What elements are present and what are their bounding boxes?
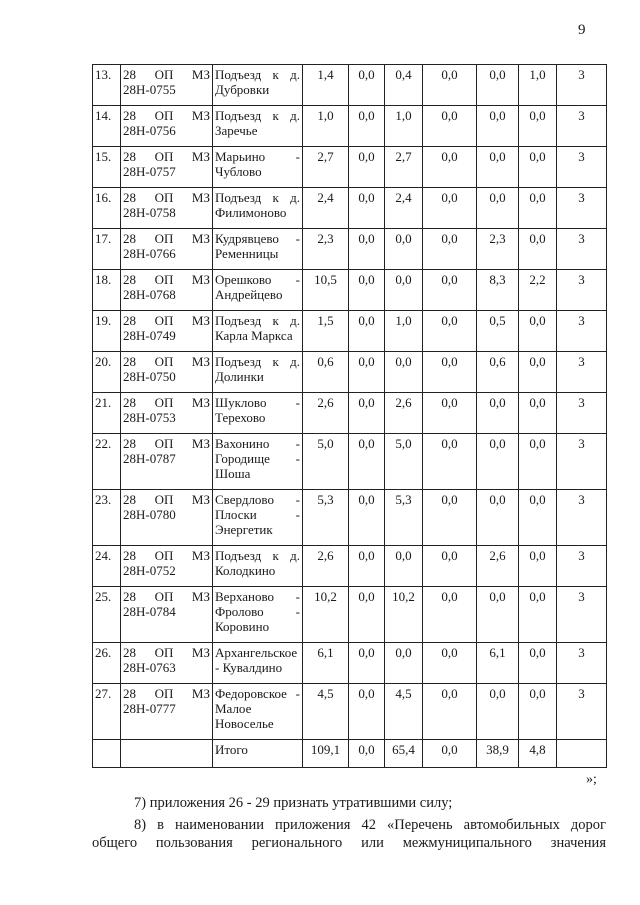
- road-code-class: [123, 548, 210, 563]
- total-value-v3: 65,4: [385, 740, 423, 768]
- value-cell-v3: 2,7: [385, 147, 423, 188]
- value-cell-v5: 0,0: [477, 490, 519, 546]
- value-cell-v4: 0,0: [423, 587, 477, 643]
- road-code-cell: [121, 587, 213, 643]
- value-cell-v6: 0,0: [519, 147, 557, 188]
- road-code-class: [123, 492, 210, 507]
- value-cell-v6: 0,0: [519, 188, 557, 229]
- road-code-part: ОП: [154, 645, 174, 660]
- road-code-part: 28: [123, 354, 136, 369]
- total-value-v5: 38,9: [477, 740, 519, 768]
- value-cell-v5: 8,3: [477, 270, 519, 311]
- road-code-number: 28Н-0768: [123, 287, 176, 302]
- table-row: [93, 393, 607, 434]
- road-code-part: ОП: [154, 272, 174, 287]
- road-code-class: [123, 149, 210, 164]
- road-code-part: ОП: [154, 354, 174, 369]
- value-cell-v2: 0,0: [349, 490, 385, 546]
- row-number: 26.: [93, 643, 121, 684]
- table-row: [93, 65, 607, 106]
- value-cell-v7: 3: [557, 643, 607, 684]
- road-code-cell: [121, 229, 213, 270]
- value-cell-v2: 0,0: [349, 546, 385, 587]
- value-cell-v7: 3: [557, 684, 607, 740]
- total-value-v1: 109,1: [303, 740, 349, 768]
- value-cell-v3: 4,5: [385, 684, 423, 740]
- road-code-part: 28: [123, 436, 136, 451]
- road-code-class: [123, 436, 210, 451]
- road-name: Подъезд к д. Карла Маркса: [213, 311, 303, 352]
- table-body: [93, 65, 607, 768]
- table-row: [93, 587, 607, 643]
- road-code-class: [123, 108, 210, 123]
- road-code-part: МЗ: [191, 313, 210, 328]
- value-cell-v2: 0,0: [349, 147, 385, 188]
- value-cell-v6: 0,0: [519, 393, 557, 434]
- value-cell-v6: 0,0: [519, 546, 557, 587]
- value-cell-v4: 0,0: [423, 352, 477, 393]
- road-code-part: 28: [123, 313, 136, 328]
- value-cell-v7: 3: [557, 546, 607, 587]
- road-name: Кудрявцево - Ременницы: [213, 229, 303, 270]
- road-code-number: 28Н-0787: [123, 451, 176, 466]
- value-cell-v1: 4,5: [303, 684, 349, 740]
- value-cell-v7: 3: [557, 188, 607, 229]
- value-cell-v5: 0,0: [477, 684, 519, 740]
- road-code-number: 28Н-0766: [123, 246, 176, 261]
- value-cell-v4: 0,0: [423, 684, 477, 740]
- value-cell-v1: 5,0: [303, 434, 349, 490]
- value-cell-v3: 5,3: [385, 490, 423, 546]
- road-code-class: [123, 645, 210, 660]
- value-cell-v5: 0,0: [477, 188, 519, 229]
- road-code-part: 28: [123, 645, 136, 660]
- value-cell-v4: 0,0: [423, 229, 477, 270]
- value-cell-v5: 0,0: [477, 434, 519, 490]
- road-code-part: МЗ: [191, 436, 210, 451]
- road-name: Федоровское - Малое Новоселье: [213, 684, 303, 740]
- road-code-part: 28: [123, 589, 136, 604]
- value-cell-v7: 3: [557, 229, 607, 270]
- value-cell-v2: 0,0: [349, 270, 385, 311]
- road-code-cell: [121, 65, 213, 106]
- road-code-class: [123, 231, 210, 246]
- value-cell-v3: 2,4: [385, 188, 423, 229]
- value-cell-v1: 1,5: [303, 311, 349, 352]
- value-cell-v1: 0,6: [303, 352, 349, 393]
- road-code-part: ОП: [154, 190, 174, 205]
- roads-table: [92, 64, 607, 768]
- value-cell-v2: 0,0: [349, 684, 385, 740]
- road-code-part: 28: [123, 108, 136, 123]
- value-cell-v5: 0,0: [477, 393, 519, 434]
- row-number: 14.: [93, 106, 121, 147]
- value-cell-v1: 2,3: [303, 229, 349, 270]
- road-name: Подъезд к д. Филимоново: [213, 188, 303, 229]
- value-cell-v3: 1,0: [385, 106, 423, 147]
- table-row: [93, 490, 607, 546]
- road-code-number: 28Н-0755: [123, 82, 176, 97]
- road-code-number: 28Н-0784: [123, 604, 176, 619]
- table-row: [93, 546, 607, 587]
- value-cell-v7: 3: [557, 270, 607, 311]
- road-code-part: ОП: [154, 313, 174, 328]
- value-cell-v6: 0,0: [519, 643, 557, 684]
- value-cell-v4: 0,0: [423, 270, 477, 311]
- value-cell-v5: 0,6: [477, 352, 519, 393]
- road-code-part: ОП: [154, 67, 174, 82]
- total-value-v6: 4,8: [519, 740, 557, 768]
- row-number: 20.: [93, 352, 121, 393]
- value-cell-v1: 2,4: [303, 188, 349, 229]
- road-code-part: ОП: [154, 686, 174, 701]
- row-number: 19.: [93, 311, 121, 352]
- road-code-part: ОП: [154, 395, 174, 410]
- road-code-part: МЗ: [191, 231, 210, 246]
- road-code-class: [123, 589, 210, 604]
- total-value-v2: 0,0: [349, 740, 385, 768]
- road-name: Верханово - Фролово - Коровино: [213, 587, 303, 643]
- value-cell-v2: 0,0: [349, 587, 385, 643]
- table-row: [93, 684, 607, 740]
- road-code-number: 28Н-0749: [123, 328, 176, 343]
- row-number: 18.: [93, 270, 121, 311]
- road-name: Подъезд к д. Дубровки: [213, 65, 303, 106]
- table-row: [93, 106, 607, 147]
- road-name: Свердлово - Плоски - Энергетик: [213, 490, 303, 546]
- road-code-number: 28Н-0757: [123, 164, 176, 179]
- value-cell-v2: 0,0: [349, 643, 385, 684]
- road-code-part: МЗ: [191, 589, 210, 604]
- table-row: [93, 229, 607, 270]
- road-name: Шуклово - Терехово: [213, 393, 303, 434]
- road-code-class: [123, 686, 210, 701]
- value-cell-v7: 3: [557, 147, 607, 188]
- value-cell-v6: 0,0: [519, 106, 557, 147]
- value-cell-v2: 0,0: [349, 188, 385, 229]
- row-number: 24.: [93, 546, 121, 587]
- road-code-part: МЗ: [191, 67, 210, 82]
- road-code-part: ОП: [154, 108, 174, 123]
- value-cell-v2: 0,0: [349, 65, 385, 106]
- road-code-cell: [121, 434, 213, 490]
- road-code-part: МЗ: [191, 190, 210, 205]
- road-code-class: [123, 313, 210, 328]
- road-code-cell: [121, 393, 213, 434]
- table-row: [93, 270, 607, 311]
- road-code-part: ОП: [154, 492, 174, 507]
- road-code-class: [123, 272, 210, 287]
- road-code-part: МЗ: [191, 645, 210, 660]
- road-code-part: МЗ: [191, 548, 210, 563]
- road-code-part: 28: [123, 395, 136, 410]
- road-code-part: 28: [123, 231, 136, 246]
- road-name: Орешково - Андрейцево: [213, 270, 303, 311]
- row-number: 22.: [93, 434, 121, 490]
- value-cell-v3: 5,0: [385, 434, 423, 490]
- value-cell-v4: 0,0: [423, 311, 477, 352]
- road-code-part: 28: [123, 272, 136, 287]
- value-cell-v1: 10,5: [303, 270, 349, 311]
- value-cell-v3: 0,0: [385, 270, 423, 311]
- value-cell-v6: 0,0: [519, 229, 557, 270]
- value-cell-v6: 0,0: [519, 587, 557, 643]
- value-cell-v6: 0,0: [519, 490, 557, 546]
- road-code-number: 28Н-0780: [123, 507, 176, 522]
- row-number: 23.: [93, 490, 121, 546]
- road-code-cell: [121, 546, 213, 587]
- value-cell-v2: 0,0: [349, 352, 385, 393]
- value-cell-v6: 0,0: [519, 352, 557, 393]
- road-code-cell: [121, 188, 213, 229]
- road-code-part: МЗ: [191, 492, 210, 507]
- value-cell-v1: 2,6: [303, 546, 349, 587]
- value-cell-v2: 0,0: [349, 106, 385, 147]
- paragraph-item-8-continued: общего пользования регионального или межмуниципального значения: [92, 835, 606, 851]
- road-code-part: ОП: [154, 548, 174, 563]
- road-code-class: [123, 67, 210, 82]
- table-row: [93, 643, 607, 684]
- value-cell-v7: 3: [557, 106, 607, 147]
- road-code-part: МЗ: [191, 149, 210, 164]
- total-label: Итого: [213, 740, 303, 768]
- row-number: 17.: [93, 229, 121, 270]
- road-code-cell: [121, 490, 213, 546]
- road-code-class: [123, 354, 210, 369]
- value-cell-v3: 0,0: [385, 546, 423, 587]
- value-cell-v1: 2,6: [303, 393, 349, 434]
- value-cell-v7: 3: [557, 352, 607, 393]
- road-code-number: 28Н-0758: [123, 205, 176, 220]
- value-cell-v3: 0,0: [385, 229, 423, 270]
- row-number: 16.: [93, 188, 121, 229]
- value-cell-v3: 0,4: [385, 65, 423, 106]
- value-cell-v1: 1,4: [303, 65, 349, 106]
- total-value-v4: 0,0: [423, 740, 477, 768]
- value-cell-v7: 3: [557, 490, 607, 546]
- road-code-part: ОП: [154, 149, 174, 164]
- value-cell-v5: 2,6: [477, 546, 519, 587]
- road-code-part: ОП: [154, 589, 174, 604]
- road-code-part: МЗ: [191, 395, 210, 410]
- road-code-cell: [121, 684, 213, 740]
- value-cell-v7: 3: [557, 393, 607, 434]
- value-cell-v4: 0,0: [423, 434, 477, 490]
- value-cell-v3: 0,0: [385, 352, 423, 393]
- road-code-cell: [121, 643, 213, 684]
- value-cell-v6: 0,0: [519, 434, 557, 490]
- road-code-number: 28Н-0753: [123, 410, 176, 425]
- row-number: 25.: [93, 587, 121, 643]
- value-cell-v4: 0,0: [423, 65, 477, 106]
- road-name: Архангельское - Кувалдино: [213, 643, 303, 684]
- row-number: 15.: [93, 147, 121, 188]
- road-code-part: МЗ: [191, 272, 210, 287]
- value-cell-v1: 10,2: [303, 587, 349, 643]
- road-code-cell: [121, 352, 213, 393]
- value-cell-v5: 0,0: [477, 106, 519, 147]
- value-cell-v4: 0,0: [423, 188, 477, 229]
- paragraph-item-8: 8) в наименовании приложения 42 «Перечень автомобильных дорог: [134, 817, 606, 833]
- page-number: 9: [578, 22, 586, 38]
- value-cell-v2: 0,0: [349, 229, 385, 270]
- value-cell-v7: 3: [557, 587, 607, 643]
- table-row: [93, 311, 607, 352]
- road-name: Вахонино - Городище - Шоша: [213, 434, 303, 490]
- road-code-part: 28: [123, 67, 136, 82]
- value-cell-v7: 3: [557, 311, 607, 352]
- value-cell-v6: 0,0: [519, 684, 557, 740]
- road-name: Подъезд к д. Колодкино: [213, 546, 303, 587]
- road-code-part: ОП: [154, 231, 174, 246]
- road-code-number: 28Н-0756: [123, 123, 176, 138]
- road-code-cell: [121, 106, 213, 147]
- value-cell-v2: 0,0: [349, 311, 385, 352]
- paragraph-item-7: 7) приложения 26 - 29 признать утратившими силу;: [134, 795, 453, 811]
- value-cell-v2: 0,0: [349, 434, 385, 490]
- value-cell-v2: 0,0: [349, 393, 385, 434]
- value-cell-v4: 0,0: [423, 106, 477, 147]
- row-number: 13.: [93, 65, 121, 106]
- road-code-cell: [121, 311, 213, 352]
- value-cell-v4: 0,0: [423, 546, 477, 587]
- road-code-class: [123, 190, 210, 205]
- closing-quote-mark: »;: [586, 772, 597, 787]
- row-number: 21.: [93, 393, 121, 434]
- value-cell-v3: 2,6: [385, 393, 423, 434]
- table-row: [93, 147, 607, 188]
- value-cell-v5: 6,1: [477, 643, 519, 684]
- table-row: [93, 188, 607, 229]
- row-number: 27.: [93, 684, 121, 740]
- road-code-cell: [121, 147, 213, 188]
- value-cell-v4: 0,0: [423, 147, 477, 188]
- value-cell-v6: 2,2: [519, 270, 557, 311]
- empty-cell: [93, 740, 121, 768]
- road-code-part: 28: [123, 686, 136, 701]
- road-code-number: 28Н-0763: [123, 660, 176, 675]
- empty-cell: [121, 740, 213, 768]
- value-cell-v7: 3: [557, 434, 607, 490]
- value-cell-v4: 0,0: [423, 490, 477, 546]
- value-cell-v1: 2,7: [303, 147, 349, 188]
- value-cell-v6: 1,0: [519, 65, 557, 106]
- road-name: Марьино - Чублово: [213, 147, 303, 188]
- value-cell-v5: 2,3: [477, 229, 519, 270]
- value-cell-v1: 6,1: [303, 643, 349, 684]
- value-cell-v7: 3: [557, 65, 607, 106]
- road-code-cell: [121, 270, 213, 311]
- table-row: [93, 434, 607, 490]
- road-code-part: 28: [123, 492, 136, 507]
- table-row: [93, 352, 607, 393]
- road-code-part: 28: [123, 149, 136, 164]
- value-cell-v5: 0,0: [477, 587, 519, 643]
- road-code-number: 28Н-0750: [123, 369, 176, 384]
- road-code-number: 28Н-0777: [123, 701, 176, 716]
- road-code-number: 28Н-0752: [123, 563, 176, 578]
- road-code-part: ОП: [154, 436, 174, 451]
- value-cell-v1: 5,3: [303, 490, 349, 546]
- value-cell-v5: 0,0: [477, 147, 519, 188]
- value-cell-v6: 0,0: [519, 311, 557, 352]
- value-cell-v5: 0,5: [477, 311, 519, 352]
- road-code-part: МЗ: [191, 108, 210, 123]
- value-cell-v3: 0,0: [385, 643, 423, 684]
- value-cell-v3: 1,0: [385, 311, 423, 352]
- value-cell-v1: 1,0: [303, 106, 349, 147]
- value-cell-v3: 10,2: [385, 587, 423, 643]
- value-cell-v5: 0,0: [477, 65, 519, 106]
- total-value-v7: [557, 740, 607, 768]
- total-row: [93, 740, 607, 768]
- road-code-part: 28: [123, 548, 136, 563]
- value-cell-v4: 0,0: [423, 393, 477, 434]
- road-name: Подъезд к д. Долинки: [213, 352, 303, 393]
- road-code-part: МЗ: [191, 354, 210, 369]
- road-code-class: [123, 395, 210, 410]
- road-code-part: МЗ: [191, 686, 210, 701]
- road-code-part: 28: [123, 190, 136, 205]
- road-name: Подъезд к д. Заречье: [213, 106, 303, 147]
- value-cell-v4: 0,0: [423, 643, 477, 684]
